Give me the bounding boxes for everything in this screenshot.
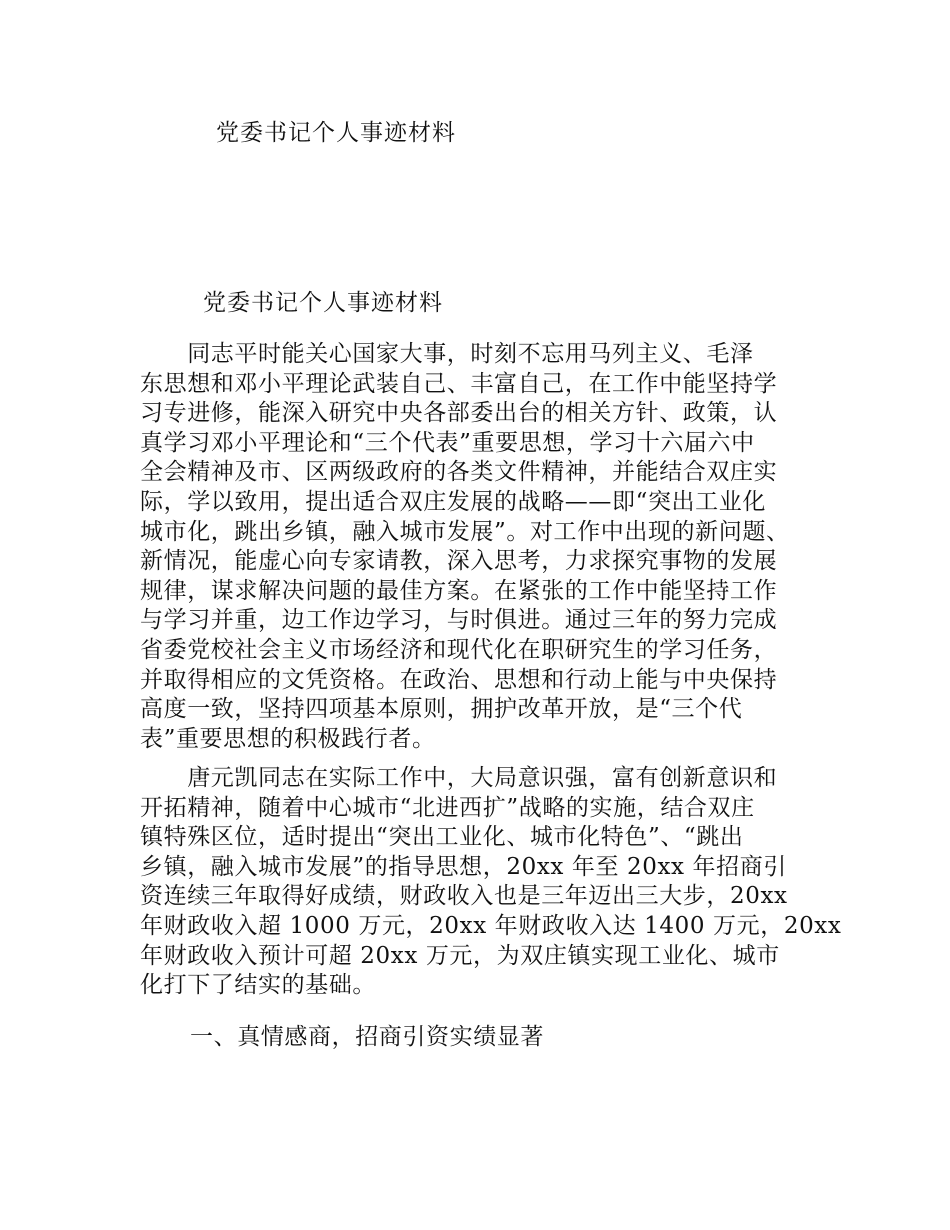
paragraph-line: 同志平时能关心国家大事，时刻不忘用马列主义、毛泽	[140, 341, 754, 367]
paragraph-line: 化打下了结实的基础。	[140, 972, 376, 999]
document-title: 党委书记个人事迹材料	[216, 120, 456, 146]
paragraph-line: 新情况，能虚心向专家请教，深入思考，力求探究事物的发展	[140, 548, 778, 575]
paragraph-line: 资连续三年取得好成绩，财政收入也是三年迈出三大步，20xx	[140, 883, 788, 910]
paragraph-line: 唐元凯同志在实际工作中，大局意识强，富有创新意识和	[140, 765, 778, 791]
paragraph-line: 东思想和邓小平理论武装自己、丰富自己，在工作中能坚持学	[140, 370, 778, 397]
document-subtitle: 党委书记个人事迹材料	[203, 290, 443, 316]
paragraph-line: 乡镇，融入城市发展”的指导思想，20xx 年至 20xx 年招商引	[140, 853, 787, 880]
paragraph-line: 规律，谋求解决问题的最佳方案。在紧张的工作中能坚持工作	[140, 577, 778, 604]
paragraph-2	[140, 764, 841, 1001]
paragraph-line: 年财政收入超 1000 万元，20xx 年财政收入达 1400 万元，20xx	[140, 912, 842, 939]
paragraph-line: 开拓精神，随着中心城市“北进西扩”战略的实施，结合双庄	[140, 794, 755, 821]
paragraph-line: 省委党校社会主义市场经济和现代化在职研究生的学习任务，	[140, 636, 778, 663]
paragraph-line: 年财政收入预计可超 20xx 万元，为双庄镇实现工业化、城市	[140, 942, 780, 969]
section-heading-1: 一、真情感商，招商引资实绩显著	[190, 1024, 544, 1050]
paragraph-line: 高度一致，坚持四项基本原则，拥护改革开放，是“三个代	[140, 696, 743, 723]
paragraph-line: 习专进修，能深入研究中央各部委出台的相关方针、政策，认	[140, 400, 778, 427]
paragraph-1	[140, 340, 790, 754]
paragraph-line: 镇特殊区位，适时提出“突出工业化、城市化特色”、“跳出	[140, 824, 744, 851]
paragraph-line: 城市化，跳出乡镇，融入城市发展”。对工作中出现的新问题、	[140, 518, 790, 545]
paragraph-line: 表”重要思想的积极践行者。	[140, 725, 436, 752]
paragraph-line: 际，学以致用，提出适合双庄发展的战略——即“突出工业化	[140, 488, 766, 515]
paragraph-line: 真学习邓小平理论和“三个代表”重要思想，学习十六届六中	[140, 429, 755, 456]
paragraph-line: 并取得相应的文凭资格。在政治、思想和行动上能与中央保持	[140, 666, 778, 693]
paragraph-line: 与学习并重，边工作边学习，与时俱进。通过三年的努力完成	[140, 607, 778, 634]
paragraph-line: 全会精神及市、区两级政府的各类文件精神，并能结合双庄实	[140, 459, 778, 486]
